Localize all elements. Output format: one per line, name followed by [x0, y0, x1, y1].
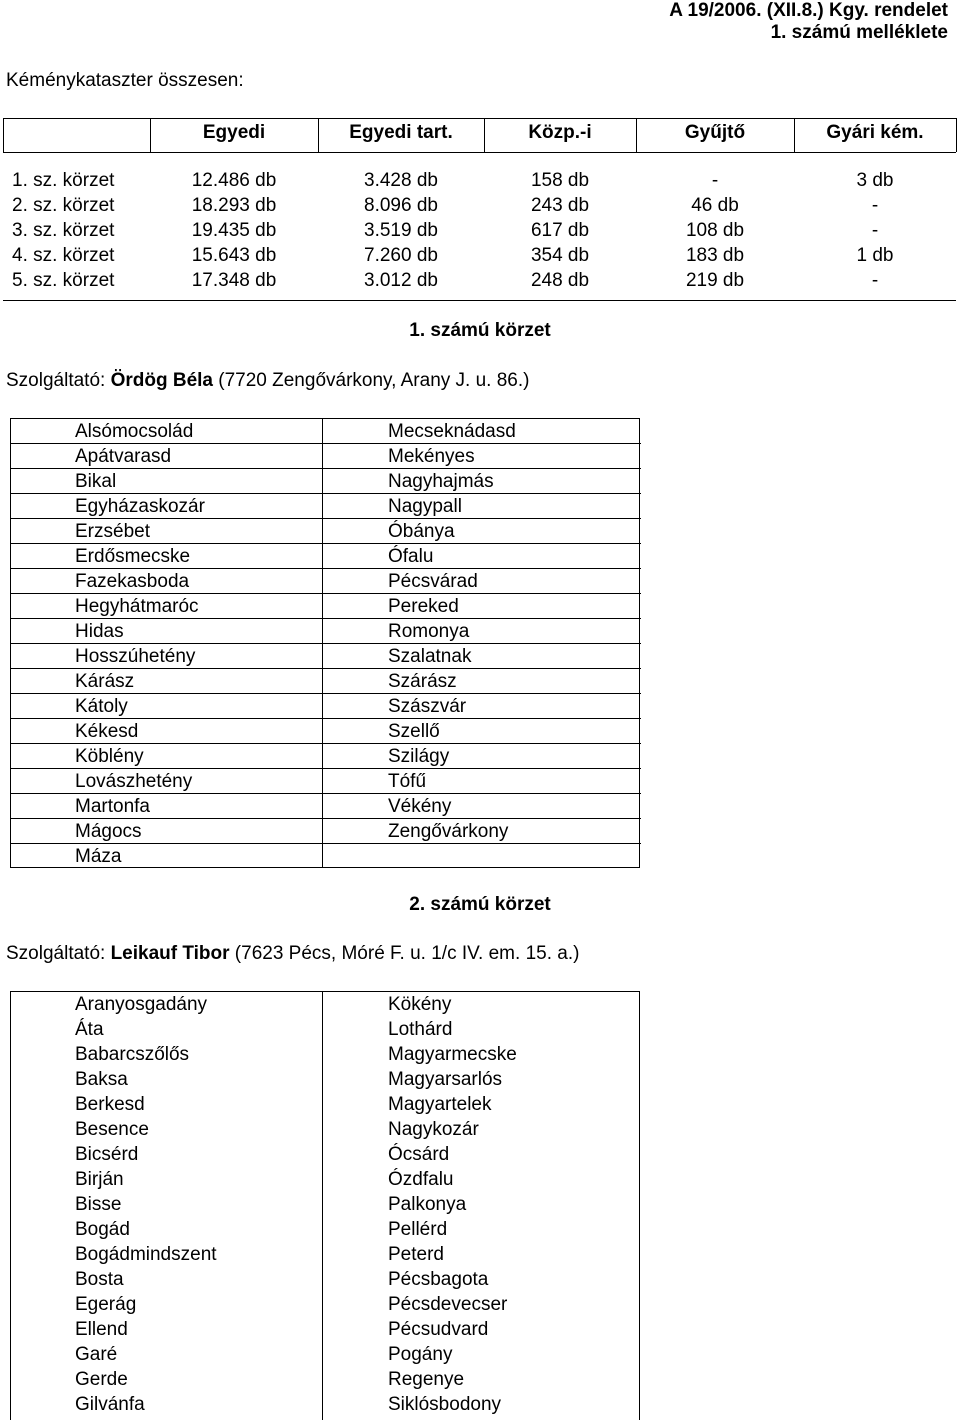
settlement-row: Köblény — [11, 744, 322, 769]
settlement-row: Fazekasboda — [11, 569, 322, 594]
annex-reference: 1. számú melléklete — [770, 22, 948, 43]
decree-reference: A 19/2006. (XII.8.) Kgy. rendelet — [669, 0, 948, 21]
table-cell: - — [871, 220, 879, 241]
table-cell: 3.428 db — [364, 170, 438, 191]
column-header: Egyedi — [202, 122, 266, 143]
table-cell: 19.435 db — [191, 220, 277, 241]
settlement-row: Erdősmecske — [11, 544, 322, 569]
settlement-row: Pécsbagota — [388, 1269, 489, 1290]
settlement-row — [323, 844, 641, 869]
settlement-row: Tófű — [323, 769, 641, 794]
table-cell: 108 db — [685, 220, 745, 241]
table-cell: 354 db — [530, 245, 590, 266]
settlement-row: Garé — [75, 1344, 118, 1365]
settlement-row: Mágocs — [11, 819, 322, 844]
settlement-row: Egyházaskozár — [11, 494, 322, 519]
table-cell: 3 db — [856, 170, 894, 191]
settlement-row: Martonfa — [11, 794, 322, 819]
provider-label: Szolgáltató: — [6, 943, 111, 964]
table-cell: 1 db — [856, 245, 894, 266]
settlement-row: Kökény — [388, 994, 452, 1015]
settlement-row: Áta — [75, 1019, 104, 1040]
settlement-row: Kékesd — [11, 719, 322, 744]
settlement-row: Mekényes — [323, 444, 641, 469]
settlement-row: Babarcszőlős — [75, 1044, 190, 1065]
table-cell: 15.643 db — [191, 245, 277, 266]
settlement-row: Nagyhajmás — [323, 469, 641, 494]
settlement-row: Szászvár — [323, 694, 641, 719]
settlement-row: Pécsudvard — [388, 1319, 489, 1340]
table-cell: 17.348 db — [191, 270, 277, 291]
settlement-row: Peterd — [388, 1244, 444, 1265]
settlement-column-left — [11, 992, 323, 1420]
provider-name: Leikauf Tibor — [110, 943, 230, 964]
settlement-row: Szellő — [323, 719, 641, 744]
settlement-row: Aranyosgadány — [75, 994, 208, 1015]
settlement-row: Romonya — [323, 619, 641, 644]
table-cell: 3.012 db — [364, 270, 438, 291]
district-1-settlement-table — [10, 418, 640, 868]
settlement-column-right — [323, 419, 641, 867]
column-header: Egyedi tart. — [349, 122, 453, 143]
settlement-row: Pellérd — [388, 1219, 448, 1240]
settlement-row: Hosszúhetény — [11, 644, 322, 669]
district-label: 3. sz. körzet — [12, 220, 115, 241]
table-cell: 7.260 db — [364, 245, 438, 266]
settlement-row: Apátvarasd — [11, 444, 322, 469]
settlement-row: Siklósbodony — [388, 1394, 502, 1415]
settlement-row: Magyarmecske — [388, 1044, 517, 1065]
district-2-settlement-table — [10, 991, 640, 1420]
settlement-row: Hegyhátmaróc — [11, 594, 322, 619]
settlement-row: Pécsvárad — [323, 569, 641, 594]
table-cell: 18.293 db — [191, 195, 277, 216]
settlement-column-right — [323, 992, 641, 1420]
table-cell: 12.486 db — [191, 170, 277, 191]
settlement-row: Pécsdevecser — [388, 1294, 508, 1315]
provider-label: Szolgáltató: — [6, 370, 111, 391]
column-header: Gyűjtő — [684, 122, 746, 143]
settlement-row: Erzsébet — [11, 519, 322, 544]
table-cell: - — [711, 170, 719, 191]
settlement-row: Máza — [75, 846, 122, 867]
table-cell: 219 db — [685, 270, 745, 291]
provider-address: (7623 Pécs, Móré F. u. 1/c IV. em. 15. a.) — [229, 943, 580, 964]
table-cell: - — [871, 270, 879, 291]
overview-title: Kéménykataszter összesen: — [6, 70, 244, 91]
settlement-row: Ózdfalu — [388, 1169, 454, 1190]
settlement-row: Pogány — [388, 1344, 453, 1365]
district-1-provider — [6, 370, 529, 392]
provider-address: (7720 Zengővárkony, Arany J. u. 86.) — [212, 370, 530, 391]
settlement-row: Besence — [75, 1119, 149, 1140]
settlement-row: Ócsárd — [388, 1144, 450, 1165]
district-label: 5. sz. körzet — [12, 270, 115, 291]
column-header: Gyári kém. — [826, 122, 924, 143]
settlement-row: Lovászhetény — [11, 769, 322, 794]
district-2-provider — [6, 943, 579, 965]
settlement-row: Zengővárkony — [323, 819, 641, 844]
settlement-row: Vékény — [323, 794, 641, 819]
settlement-row: Pereked — [323, 594, 641, 619]
table-cell: 46 db — [691, 195, 739, 216]
settlement-row: Gerde — [75, 1369, 128, 1390]
settlement-row: Kárász — [11, 669, 322, 694]
settlement-row: Hidas — [11, 619, 322, 644]
table-cell: 3.519 db — [364, 220, 438, 241]
table-cell: 248 db — [530, 270, 590, 291]
district-label: 1. sz. körzet — [12, 170, 115, 191]
district-label: 2. sz. körzet — [12, 195, 115, 216]
settlement-row: Lothárd — [388, 1019, 453, 1040]
settlement-row: Óbánya — [323, 519, 641, 544]
settlement-row: Alsómocsolád — [11, 419, 322, 444]
settlement-row: Bogád — [75, 1219, 130, 1240]
settlement-row: Kátoly — [11, 694, 322, 719]
settlement-row: Szárász — [323, 669, 641, 694]
table-cell: - — [871, 195, 879, 216]
settlement-column-left — [11, 419, 323, 867]
table-cell: 243 db — [530, 195, 590, 216]
settlement-row: Ellend — [75, 1319, 128, 1340]
district-2-title: 2. számú körzet — [409, 894, 551, 915]
provider-name: Ördög Béla — [110, 370, 213, 391]
settlement-row: Palkonya — [388, 1194, 467, 1215]
settlement-row: Regenye — [388, 1369, 465, 1390]
settlement-row: Bosta — [75, 1269, 124, 1290]
settlement-row: Ófalu — [323, 544, 641, 569]
settlement-row: Bicsérd — [75, 1144, 139, 1165]
district-label: 4. sz. körzet — [12, 245, 115, 266]
settlement-row: Gilvánfa — [75, 1394, 145, 1415]
district-1-title: 1. számú körzet — [409, 320, 551, 341]
settlement-row: Baksa — [75, 1069, 128, 1090]
settlement-row: Bogádmindszent — [75, 1244, 217, 1265]
column-header: Közp.-i — [528, 122, 592, 143]
chimney-summary-table — [0, 118, 960, 302]
settlement-row: Magyarsarlós — [388, 1069, 503, 1090]
table-cell: 617 db — [530, 220, 590, 241]
settlement-row: Bisse — [75, 1194, 122, 1215]
settlement-row: Mecseknádasd — [323, 419, 641, 444]
settlement-row: Nagypall — [323, 494, 641, 519]
settlement-row: Berkesd — [75, 1094, 145, 1115]
settlement-row: Szilágy — [323, 744, 641, 769]
table-cell: 8.096 db — [364, 195, 438, 216]
settlement-row: Egerág — [75, 1294, 137, 1315]
settlement-row: Magyartelek — [388, 1094, 492, 1115]
settlement-row: Birján — [75, 1169, 124, 1190]
settlement-row: Szalatnak — [323, 644, 641, 669]
table-cell: 158 db — [530, 170, 590, 191]
table-cell: 183 db — [685, 245, 745, 266]
settlement-row: Bikal — [11, 469, 322, 494]
settlement-row: Nagykozár — [388, 1119, 479, 1140]
